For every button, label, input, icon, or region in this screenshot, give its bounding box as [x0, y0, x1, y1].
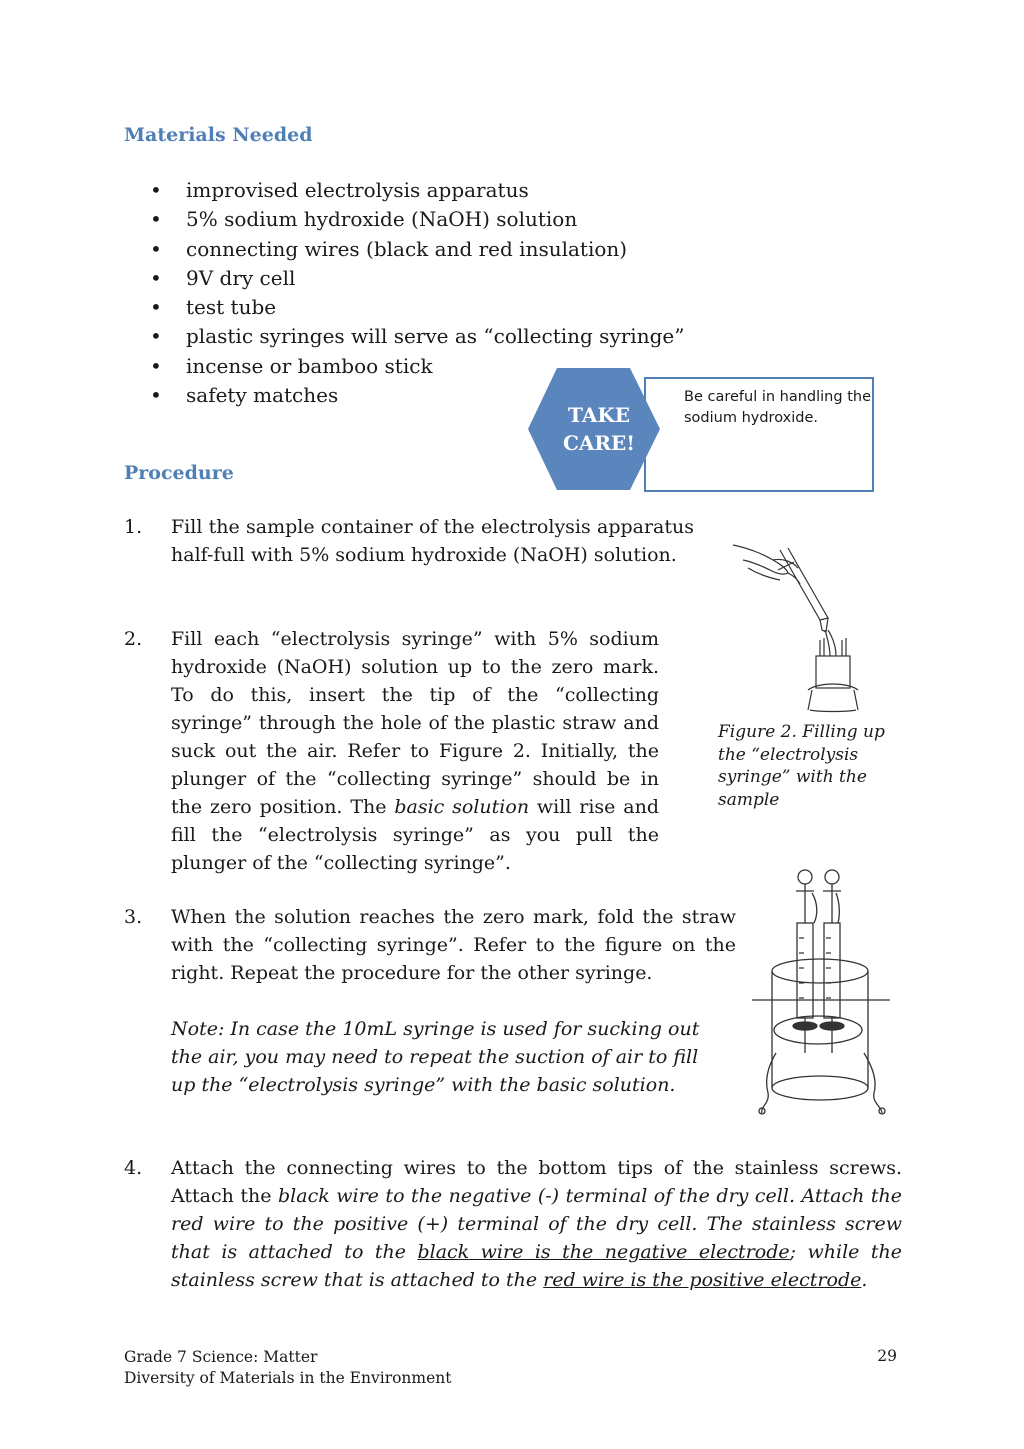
list-item: • plastic syringes will serve as “collecting syringe” — [150, 322, 684, 351]
footer-line-2: Diversity of Materials in the Environment — [124, 1369, 452, 1387]
step-number: 4. — [124, 1157, 143, 1179]
step-number: 2. — [124, 628, 143, 650]
step-number: 3. — [124, 906, 143, 928]
positive-electrode-note: red wire is the positive electrode — [543, 1269, 862, 1291]
step-text: Attach the connecting wires to the bottom tips of the stainless screws. Attach the black wire to the negative (-) terminal of the dry cell. Attach the red wire to the positive (+) terminal of the dry cell. The stainless screw that is attached to the black wire is the negative electrode; while the stainless screw that is attached to the red wire is the positive electrode. — [171, 1157, 903, 1291]
take-care-label — [547, 401, 651, 457]
materials-heading: Materials Needed — [124, 124, 313, 146]
list-item: • safety matches — [150, 381, 684, 410]
list-item: • incense or bamboo stick — [150, 352, 684, 381]
figure-2-caption: Figure 2. Filling up the “electrolysis syringe” with the sample — [718, 722, 885, 810]
procedure-heading: Procedure — [124, 462, 234, 484]
step-note: Note: In case the 10mL syringe is used for sucking out the air, you may need to repeat the suction of air to fill up the “electrolysis syringe” with the basic solution. — [171, 1018, 700, 1096]
list-item: • improvised electrolysis apparatus — [150, 176, 684, 205]
step-text: Fill the sample container of the electrolysis apparatus half-full with 5% sodium hydroxide (NaOH) solution. — [171, 516, 694, 566]
take-care-message: Be careful in handling the sodium hydroxide. — [684, 389, 871, 426]
negative-electrode-note: black wire is the negative electrode — [417, 1241, 790, 1263]
page-footer — [124, 1347, 452, 1389]
step-number: 1. — [124, 516, 143, 538]
step-text: Fill each “electrolysis syringe” with 5% sodium hydroxide (NaOH) solution up to the zero mark. To do this, insert the tip of the “collecting syringe” through the hole of the plastic straw and suck out the air. Refer to Figure 2. Initially, the plunger of the “collecting syringe” should be in the zero position. The basic solution will rise and fill the “electrolysis syringe” as you pull the plunger of the “collecting syringe”. — [171, 628, 660, 874]
list-item: • 5% sodium hydroxide (NaOH) solution — [150, 205, 684, 234]
list-item: • 9V dry cell — [150, 264, 684, 293]
electrolysis-apparatus-illustration — [752, 863, 892, 1118]
basic-solution-term: basic solution — [394, 796, 530, 818]
list-item: • connecting wires (black and red insulation) — [150, 235, 684, 264]
take-care-label-line1: TAKE — [568, 403, 630, 427]
page-number: 29 — [877, 1347, 897, 1365]
take-care-label-line2: CARE! — [562, 431, 636, 455]
figure-2-illustration — [728, 540, 878, 715]
list-item: • test tube — [150, 293, 684, 322]
footer-line-1: Grade 7 Science: Matter — [124, 1348, 318, 1366]
step-text: When the solution reaches the zero mark, fold the straw with the “collecting syringe”. Refer to the figure on the right. Repeat the procedure for the other syringe. — [171, 906, 736, 984]
